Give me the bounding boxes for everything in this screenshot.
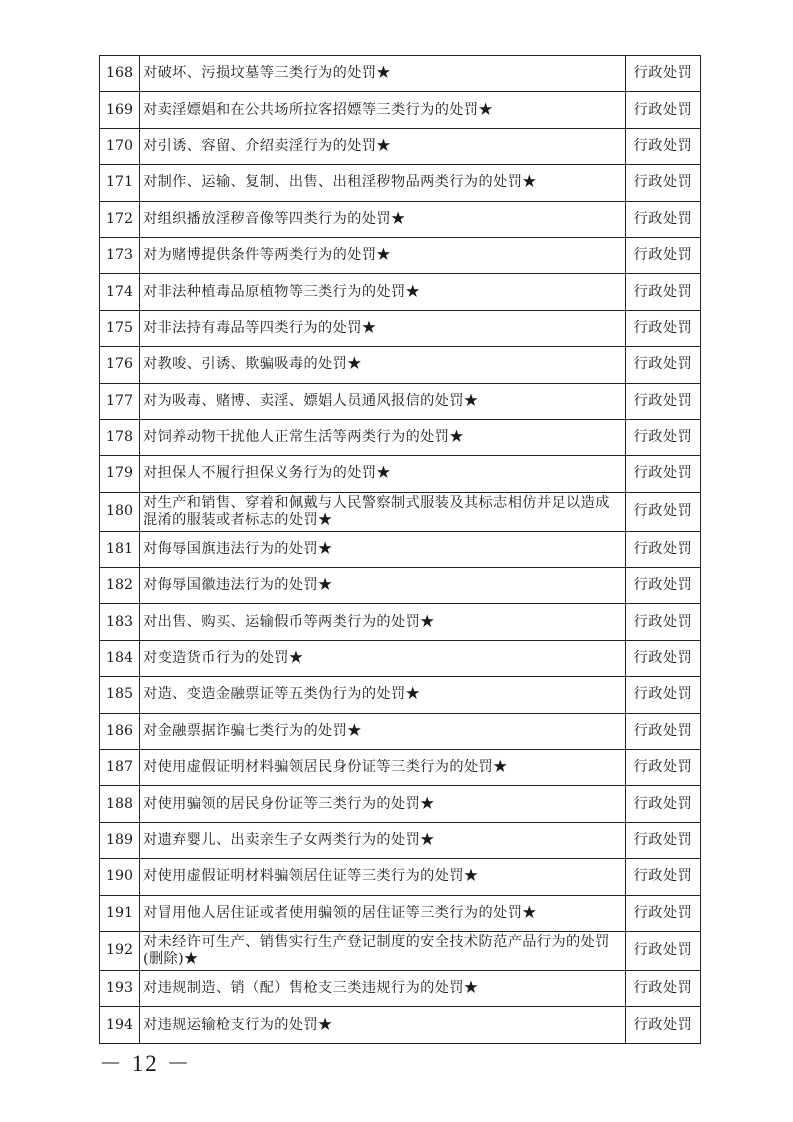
item-name: 对非法种植毒品原植物等三类行为的处罚★ — [140, 274, 626, 310]
item-type: 行政处罚 — [626, 750, 701, 786]
row-number: 186 — [100, 713, 140, 749]
table-row — [100, 713, 701, 749]
row-number: 170 — [100, 128, 140, 164]
row-number: 192 — [100, 931, 140, 970]
row-number: 194 — [100, 1007, 140, 1043]
item-name: 对为赌博提供条件等两类行为的处罚★ — [140, 237, 626, 273]
item-name: 对组织播放淫秽音像等四类行为的处罚★ — [140, 201, 626, 237]
table-row — [100, 859, 701, 895]
table-row — [100, 456, 701, 492]
item-name: 对违规运输枪支行为的处罚★ — [140, 1007, 626, 1043]
item-type: 行政处罚 — [626, 310, 701, 346]
item-type: 行政处罚 — [626, 383, 701, 419]
table-row — [100, 492, 701, 531]
row-number: 185 — [100, 677, 140, 713]
item-name: 对侮辱国旗违法行为的处罚★ — [140, 531, 626, 567]
table-row — [100, 201, 701, 237]
row-number: 172 — [100, 201, 140, 237]
administrative-penalty-table — [99, 55, 701, 1044]
table-row — [100, 1007, 701, 1043]
row-number: 182 — [100, 568, 140, 604]
table-row — [100, 786, 701, 822]
table-row — [100, 128, 701, 164]
item-name: 对使用骗领的居民身份证等三类行为的处罚★ — [140, 786, 626, 822]
row-number: 181 — [100, 531, 140, 567]
item-type: 行政处罚 — [626, 456, 701, 492]
item-type: 行政处罚 — [626, 677, 701, 713]
row-number: 191 — [100, 895, 140, 931]
item-name: 对生产和销售、穿着和佩戴与人民警察制式服装及其标志相仿并足以造成混淆的服装或者标志的处罚★ — [140, 492, 626, 531]
table-row — [100, 274, 701, 310]
item-type: 行政处罚 — [626, 347, 701, 383]
item-type: 行政处罚 — [626, 640, 701, 676]
table-row — [100, 237, 701, 273]
item-type: 行政处罚 — [626, 201, 701, 237]
table-row — [100, 347, 701, 383]
row-number: 168 — [100, 56, 140, 92]
row-number: 190 — [100, 859, 140, 895]
table-row — [100, 419, 701, 455]
row-number: 175 — [100, 310, 140, 346]
item-type: 行政处罚 — [626, 895, 701, 931]
item-name: 对违规制造、销（配）售枪支三类违规行为的处罚★ — [140, 970, 626, 1006]
table-row — [100, 92, 701, 128]
item-name: 对卖淫嫖娼和在公共场所拉客招嫖等三类行为的处罚★ — [140, 92, 626, 128]
row-number: 176 — [100, 347, 140, 383]
item-name: 对非法持有毒品等四类行为的处罚★ — [140, 310, 626, 346]
item-type: 行政处罚 — [626, 165, 701, 201]
row-number: 180 — [100, 492, 140, 531]
table-row — [100, 568, 701, 604]
item-name: 对未经许可生产、销售实行生产登记制度的安全技术防范产品行为的处罚(删除)★ — [140, 931, 626, 970]
item-type: 行政处罚 — [626, 419, 701, 455]
table-row — [100, 895, 701, 931]
table-body — [100, 56, 701, 1044]
item-name: 对变造货币行为的处罚★ — [140, 640, 626, 676]
item-type: 行政处罚 — [626, 859, 701, 895]
table-row — [100, 165, 701, 201]
item-type: 行政处罚 — [626, 1007, 701, 1043]
item-name: 对引诱、容留、介绍卖淫行为的处罚★ — [140, 128, 626, 164]
item-type: 行政处罚 — [626, 56, 701, 92]
row-number: 177 — [100, 383, 140, 419]
table-row — [100, 640, 701, 676]
row-number: 189 — [100, 822, 140, 858]
page-number: － 12 － — [99, 1051, 192, 1076]
row-number: 187 — [100, 750, 140, 786]
table-row — [100, 822, 701, 858]
table-row — [100, 677, 701, 713]
item-name: 对使用虚假证明材料骗领居住证等三类行为的处罚★ — [140, 859, 626, 895]
table-row — [100, 931, 701, 970]
item-type: 行政处罚 — [626, 786, 701, 822]
item-type: 行政处罚 — [626, 713, 701, 749]
item-name: 对造、变造金融票证等五类伪行为的处罚★ — [140, 677, 626, 713]
row-number: 193 — [100, 970, 140, 1006]
item-name: 对遗弃婴儿、出卖亲生子女两类行为的处罚★ — [140, 822, 626, 858]
item-name: 对使用虚假证明材料骗领居民身份证等三类行为的处罚★ — [140, 750, 626, 786]
item-name: 对教唆、引诱、欺骗吸毒的处罚★ — [140, 347, 626, 383]
item-type: 行政处罚 — [626, 274, 701, 310]
table-row — [100, 383, 701, 419]
row-number: 171 — [100, 165, 140, 201]
row-number: 178 — [100, 419, 140, 455]
table-row — [100, 604, 701, 640]
table-row — [100, 310, 701, 346]
item-type: 行政处罚 — [626, 128, 701, 164]
item-name: 对为吸毒、赌博、卖淫、嫖娼人员通风报信的处罚★ — [140, 383, 626, 419]
item-type: 行政处罚 — [626, 568, 701, 604]
row-number: 184 — [100, 640, 140, 676]
item-name: 对制作、运输、复制、出售、出租淫秽物品两类行为的处罚★ — [140, 165, 626, 201]
item-type: 行政处罚 — [626, 237, 701, 273]
item-name: 对饲养动物干扰他人正常生活等两类行为的处罚★ — [140, 419, 626, 455]
item-name: 对破坏、污损坟墓等三类行为的处罚★ — [140, 56, 626, 92]
item-type: 行政处罚 — [626, 604, 701, 640]
table-row — [100, 750, 701, 786]
table-row — [100, 56, 701, 92]
row-number: 174 — [100, 274, 140, 310]
row-number: 179 — [100, 456, 140, 492]
item-name: 对侮辱国徽违法行为的处罚★ — [140, 568, 626, 604]
item-name: 对担保人不履行担保义务行为的处罚★ — [140, 456, 626, 492]
item-name: 对金融票据诈骗七类行为的处罚★ — [140, 713, 626, 749]
row-number: 183 — [100, 604, 140, 640]
item-type: 行政处罚 — [626, 92, 701, 128]
item-type: 行政处罚 — [626, 531, 701, 567]
row-number: 173 — [100, 237, 140, 273]
item-name: 对出售、购买、运输假币等两类行为的处罚★ — [140, 604, 626, 640]
row-number: 188 — [100, 786, 140, 822]
item-type: 行政处罚 — [626, 970, 701, 1006]
table-row — [100, 970, 701, 1006]
item-type: 行政处罚 — [626, 492, 701, 531]
item-type: 行政处罚 — [626, 931, 701, 970]
table-row — [100, 531, 701, 567]
item-type: 行政处罚 — [626, 822, 701, 858]
item-name: 对冒用他人居住证或者使用骗领的居住证等三类行为的处罚★ — [140, 895, 626, 931]
row-number: 169 — [100, 92, 140, 128]
